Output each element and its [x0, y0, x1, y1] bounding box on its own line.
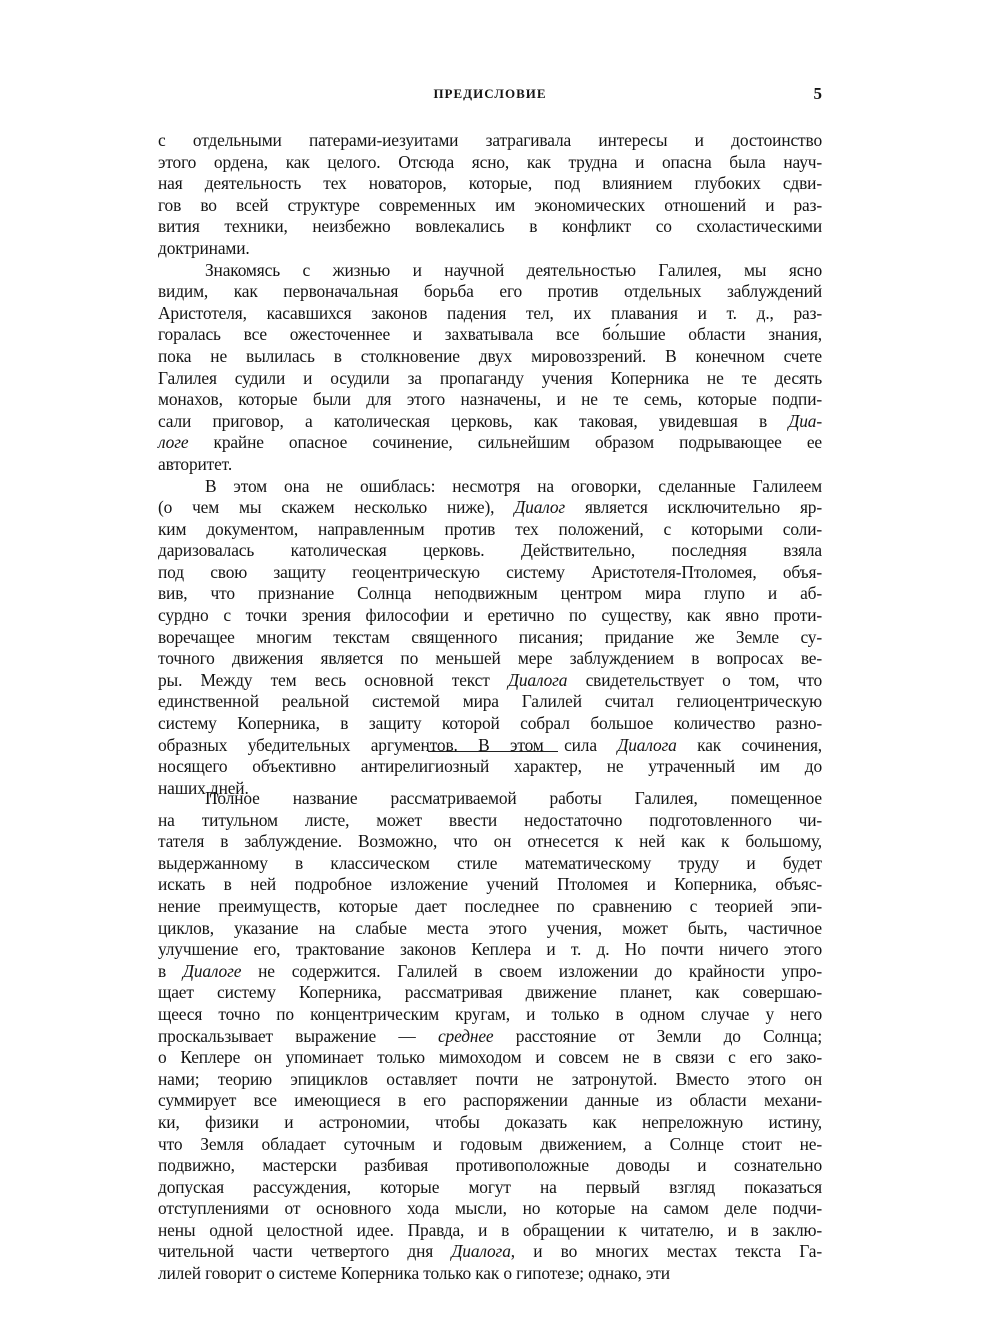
text-line — [158, 1220, 822, 1242]
text-line — [158, 519, 822, 541]
text-run: пока не вылилась в столкновение двух мировоззрений. В конечном счете — [158, 345, 822, 366]
text-line — [158, 432, 822, 454]
text-line — [158, 540, 822, 562]
text-run: нами; теорию эпициклов оставляет почти не затронутой. Вместо этого он — [158, 1068, 822, 1089]
text-line — [158, 939, 822, 961]
text-line — [158, 713, 822, 735]
section-separator-rule — [428, 751, 558, 752]
text-run: свидетельствует о том, что — [567, 669, 823, 690]
paragraph — [158, 788, 822, 1285]
text-line — [158, 1263, 822, 1285]
text-line — [158, 195, 822, 217]
text-run: Полное название рассматриваемой работы Галилея, помещенное — [205, 788, 822, 808]
text-run: как сочинения, — [676, 734, 823, 755]
text-line — [158, 1155, 822, 1177]
text-run: что Земля обладает суточным и годовым движением, а Солнце стоит не- — [158, 1133, 822, 1154]
text-line — [158, 497, 822, 519]
text-run: чительной части четвертого дня — [158, 1241, 452, 1262]
paragraph — [158, 130, 822, 260]
text-run: гов во всей структуре современных им экономических отношений и раз- — [158, 194, 822, 215]
text-run: В этом она не ошиблась: несмотря на оговорки, сделанные Галилеем — [205, 475, 822, 496]
text-run: подвижно, мастерски разбивая противоположные доводы и сознательно — [158, 1155, 822, 1176]
text-line — [158, 691, 822, 713]
text-run: суммирует все имеющиеся в его распоряжении данные из области механи- — [158, 1090, 822, 1111]
text-block-upper — [158, 130, 822, 799]
text-run: доктринами. — [158, 237, 250, 258]
text-run: нение преимуществ, которые дает последнее по сравнению с теорией эпи- — [158, 895, 822, 916]
text-run: щееся точно по концентрическим кругам, и только в одном случае у него — [158, 1003, 822, 1024]
text-line — [158, 831, 822, 853]
text-run: Аристотеля, касавшихся законов падения тел, их плавания и т. д., раз- — [158, 302, 822, 323]
text-run: систему Коперника, в защиту которой собрал большое количество разно- — [158, 713, 822, 734]
italic-title-run: среднее — [437, 1025, 494, 1046]
text-run: допуская рассуждения, которые могут на первый взгляд показаться — [158, 1176, 822, 1197]
text-line — [158, 454, 822, 476]
text-run: ким документом, направленным против тех положений, с которыми соли- — [158, 518, 822, 539]
text-line — [158, 173, 822, 195]
text-line — [158, 1090, 822, 1112]
text-line — [158, 303, 822, 325]
text-line — [158, 238, 822, 260]
text-run: точного движения является по меньшей мере заблуждением в вопросах ве- — [158, 648, 822, 669]
text-line — [158, 1004, 822, 1026]
text-run: сали приговор, а католическая церковь, как таковая, увидевшая в — [158, 410, 789, 431]
text-run: Галилея судили и осудили за пропаганду учения Коперника не те десять — [158, 367, 822, 388]
paragraph — [158, 260, 822, 476]
text-line — [158, 583, 822, 605]
text-line — [158, 389, 822, 411]
text-line — [158, 260, 822, 282]
text-run: не содержится. Галилей в своем изложении до крайности упро- — [241, 960, 822, 981]
text-line — [158, 152, 822, 174]
text-run: ная деятельность тех новаторов, которые, под влиянием глубоких сдви- — [158, 173, 822, 194]
text-run: воречащее многим текстам священного писания; придание же Земле су- — [158, 626, 822, 647]
text-run: циклов, указание на слабые места этого учения, может быть, частичное — [158, 917, 822, 938]
italic-title-run: Диалога — [507, 669, 568, 690]
text-line — [158, 627, 822, 649]
text-line — [158, 1112, 822, 1134]
text-run: даризовалась католическая церковь. Действительно, последняя взяла — [158, 540, 822, 561]
text-line — [158, 411, 822, 433]
text-line — [158, 324, 822, 346]
text-run: выдержанному в классическом стиле математическому труду и будет — [158, 852, 822, 873]
text-run: в — [158, 960, 183, 981]
text-line — [158, 130, 822, 152]
text-run: под свою защиту геоцентрическую систему Аристотеля-Птоломея, объя- — [158, 561, 822, 582]
text-line — [158, 853, 822, 875]
text-block-lower — [158, 788, 822, 1285]
text-run: проскальзывает выражение — — [158, 1025, 438, 1046]
text-line — [158, 756, 822, 778]
text-line — [158, 1069, 822, 1091]
italic-title-run: логе — [158, 432, 189, 453]
text-line — [158, 368, 822, 390]
text-run: образных убедительных аргументов. В этом сила — [158, 734, 618, 755]
text-run: единственной реальной системой мира Галилей считал гелиоцентрическую — [158, 691, 822, 712]
text-run: видим, как первоначальная борьба его против отдельных заблуждений — [158, 281, 822, 302]
text-run: является исключительно яр- — [565, 497, 822, 518]
text-line — [158, 1026, 822, 1048]
text-run: сурдно с точки зрения философии и еретично по существу, как явно проти- — [158, 605, 822, 626]
text-run: на титульном листе, может ввести недостаточно подготовленного чи- — [158, 809, 822, 830]
text-line — [158, 216, 822, 238]
text-run: щает систему Коперника, рассматривая движение планет, как совершаю- — [158, 982, 822, 1003]
text-run: нены одной целостной идее. Правда, и в обращении к читателю, и в заклю- — [158, 1219, 822, 1240]
text-line — [158, 1241, 822, 1263]
text-run: отступлениями от основного хода мысли, но которые на самом деле подчи- — [158, 1198, 822, 1219]
text-line — [158, 982, 822, 1004]
text-line — [158, 735, 822, 757]
text-run: искать в ней подробное изложение учений Птоломея и Коперника, объяс- — [158, 874, 822, 895]
text-line — [158, 810, 822, 832]
text-line — [158, 961, 822, 983]
text-line — [158, 1198, 822, 1220]
text-run: крайне опасное сочинение, сильнейшим образом подрывающее ее — [188, 432, 822, 453]
text-line — [158, 281, 822, 303]
text-line — [158, 1047, 822, 1069]
page-number: 5 — [813, 84, 822, 103]
text-line — [158, 896, 822, 918]
text-line — [158, 346, 822, 368]
text-line — [158, 918, 822, 940]
text-run: расстояние от Земли до Солнца; — [493, 1025, 822, 1046]
text-line — [158, 788, 822, 810]
text-run: авторитет. — [158, 453, 233, 474]
text-run: носящего объективно антирелигиозный характер, не утраченный им до — [158, 756, 822, 777]
italic-title-run: Диалог — [514, 497, 566, 518]
running-head — [158, 84, 822, 110]
text-run: ки, физики и астрономии, чтобы доказать как непреложную истину, — [158, 1111, 822, 1132]
italic-title-run: Диалоге — [182, 960, 242, 981]
text-run: с отдельными патерами-иезуитами затрагивала интересы и достоинство — [158, 130, 822, 150]
text-run: о Кеплере он упоминает только мимоходом и совсем не в связи с его зако- — [158, 1047, 822, 1068]
text-run: монахов, которые были для этого назначены, и не те семь, которые подпи- — [158, 389, 822, 410]
running-title: ПРЕДИСЛОВИЕ — [433, 86, 547, 101]
text-run: (о чем мы скажем несколько ниже), — [158, 497, 515, 518]
text-line — [158, 670, 822, 692]
text-run: этого ордена, как целого. Отсюда ясно, как трудна и опасна была науч- — [158, 151, 822, 172]
text-line — [158, 562, 822, 584]
text-line — [158, 874, 822, 896]
text-run: улучшение его, трактование законов Кеплера и т. д. Но почти ничего этого — [158, 939, 822, 960]
text-line — [158, 648, 822, 670]
italic-title-run: Диа- — [788, 410, 822, 431]
text-run: ры. Между тем весь основной текст — [158, 669, 508, 690]
text-run: тателя в заблуждение. Возможно, что он отнесется к ней как к большому, — [158, 831, 822, 852]
text-run: Знакомясь с жизнью и научной деятельностью Галилея, мы ясно — [205, 259, 822, 280]
text-run: вития техники, неизбежно вовлекались в конфликт со схоластическими — [158, 216, 822, 237]
text-line — [158, 1134, 822, 1156]
text-line — [158, 605, 822, 627]
text-line — [158, 476, 822, 498]
italic-title-run: Диалога — [617, 734, 677, 755]
text-run: наших дней. — [158, 777, 249, 798]
text-run: горалась все ожесточеннее и захватывала все бо́льшие области знания, — [158, 324, 822, 345]
italic-title-run: Диалога — [451, 1241, 511, 1262]
text-run: , и во многих местах текста Га- — [510, 1241, 822, 1262]
text-run: вив, что признание Солнца неподвижным центром мира глупо и аб- — [158, 583, 822, 604]
text-run: лилей говорит о системе Коперника только как о гипотезе; однако, эти — [158, 1263, 670, 1284]
text-line — [158, 1177, 822, 1199]
